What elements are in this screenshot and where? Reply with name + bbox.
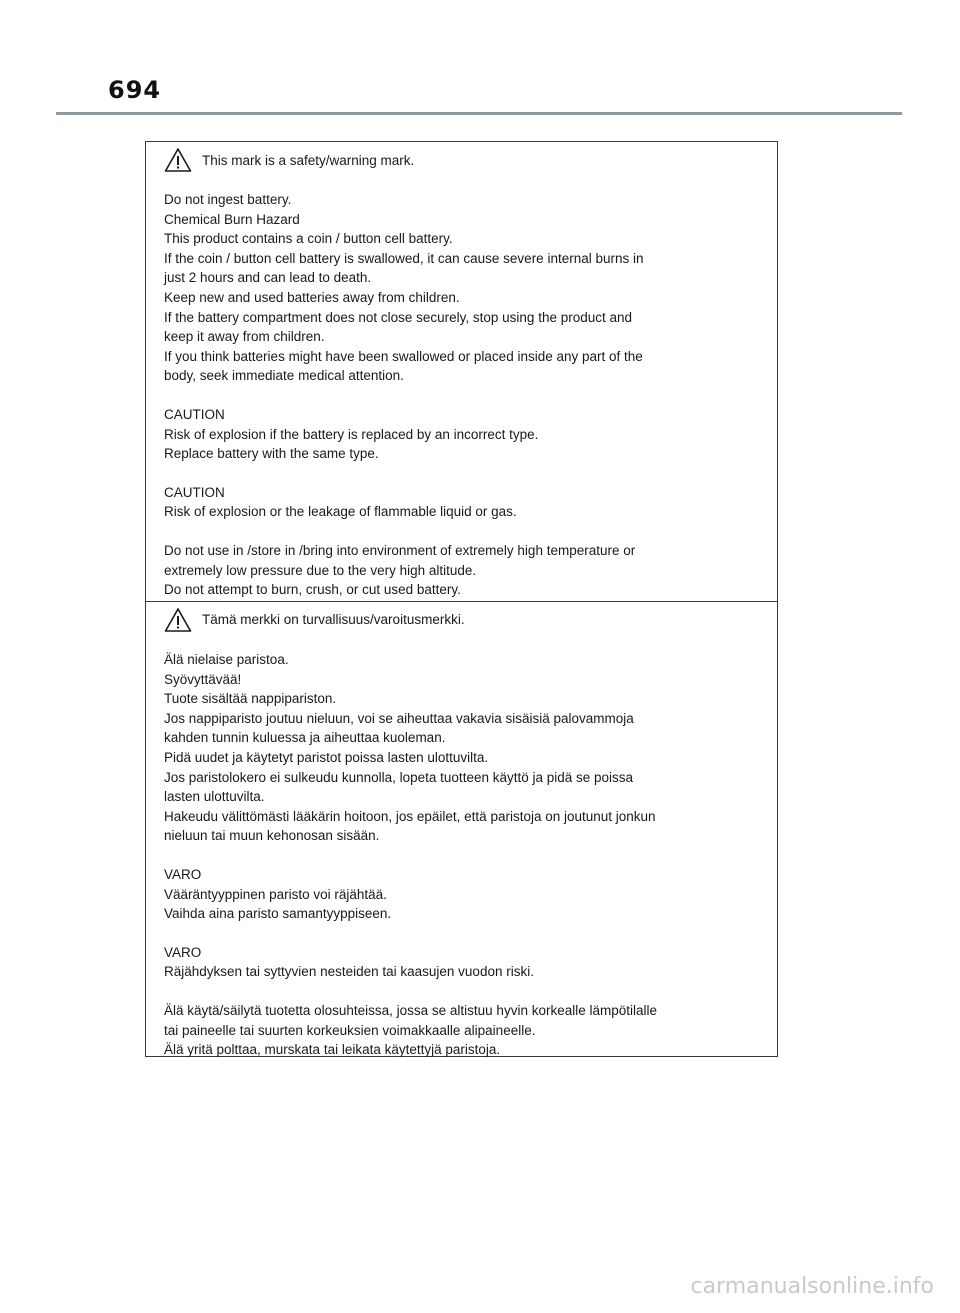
- safety-mark-row: [164, 142, 777, 176]
- text-line: keep it away from children.: [164, 329, 325, 345]
- warning-triangle-icon: [164, 607, 192, 633]
- safety-mark-row: [164, 602, 777, 636]
- text-line: If the coin / button cell battery is swallowed, it can cause severe internal burns in: [164, 250, 644, 266]
- text-line: Keep new and used batteries away from children.: [164, 289, 460, 305]
- caution-heading: CAUTION: [164, 406, 225, 422]
- text-line: body, seek immediate medical attention.: [164, 368, 404, 384]
- caution-heading: VARO: [164, 944, 202, 960]
- caution-heading: CAUTION: [164, 484, 225, 500]
- text-line: lasten ulottuvilta.: [164, 789, 265, 805]
- header-divider: [56, 112, 902, 115]
- text-line: Vaihda aina paristo samantyyppiseen.: [164, 906, 392, 922]
- text-line: Älä nielaise paristoa.: [164, 652, 289, 667]
- text-line: extremely low pressure due to the very high altitude.: [164, 562, 477, 578]
- text-line: Tuote sisältää nappipariston.: [164, 691, 337, 707]
- text-line: If you think batteries might have been swallowed or placed inside any part of the: [164, 348, 643, 364]
- page-number: 694: [108, 76, 162, 104]
- text-line: nieluun tai muun kehonosan sisään.: [164, 828, 380, 844]
- text-line: Do not use in /store in /bring into environment of extremely high temperature or: [164, 542, 636, 558]
- text-line: Risk of explosion if the battery is replaced by an incorrect type.: [164, 426, 539, 442]
- text-line: kahden tunnin kuluessa ja aiheuttaa kuoleman.: [164, 730, 446, 746]
- caution-heading: VARO: [164, 866, 202, 882]
- text-line: If the battery compartment does not close securely, stop using the product and: [164, 309, 633, 325]
- safety-mark-text: This mark is a safety/warning mark.: [202, 153, 415, 168]
- safety-mark-text: Tämä merkki on turvallisuus/varoitusmerkki.: [202, 612, 465, 627]
- text-line: Chemical Burn Hazard: [164, 211, 300, 227]
- text-line: Pidä uudet ja käytetyt paristot poissa lasten ulottuvilta.: [164, 749, 489, 765]
- text-line: This product contains a coin / button cell battery.: [164, 231, 453, 247]
- text-line: Älä yritä polttaa, murskata tai leikata käytettyjä paristoja.: [164, 1042, 501, 1058]
- battery-warning-box: [145, 141, 778, 1057]
- text-line: tai paineelle tai suurten korkeuksien voimakkaalle alipaineelle.: [164, 1022, 536, 1038]
- text-line: Replace battery with the same type.: [164, 446, 379, 462]
- text-line: Vääräntyyppinen paristo voi räjähtää.: [164, 886, 387, 902]
- text-line: Do not ingest battery.: [164, 192, 292, 207]
- finnish-section: [146, 601, 777, 1056]
- text-line: Risk of explosion or the leakage of flammable liquid or gas.: [164, 504, 517, 520]
- warning-triangle-icon: [164, 147, 192, 173]
- footer-watermark: carmanualsonline.info: [690, 1274, 934, 1299]
- text-line: Do not attempt to burn, crush, or cut used battery.: [164, 582, 461, 598]
- text-line: Hakeudu välittömästi lääkärin hoitoon, jos epäilet, että paristoja on joutunut jonkun: [164, 808, 656, 824]
- text-line: Älä käytä/säilytä tuotetta olosuhteissa, jossa se altistuu hyvin korkealle lämpötilalle: [164, 1002, 658, 1018]
- text-line: Jos paristolokero ei sulkeudu kunnolla, lopeta tuotteen käyttö ja pidä se poissa: [164, 769, 634, 785]
- text-line: Jos nappiparisto joutuu nieluun, voi se aiheuttaa vakavia sisäisiä palovammoja: [164, 710, 634, 726]
- text-line: just 2 hours and can lead to death.: [164, 270, 372, 286]
- english-section: [146, 142, 777, 601]
- text-line: Räjähdyksen tai syttyvien nesteiden tai kaasujen vuodon riski.: [164, 964, 534, 980]
- text-line: Syövyttävää!: [164, 671, 242, 687]
